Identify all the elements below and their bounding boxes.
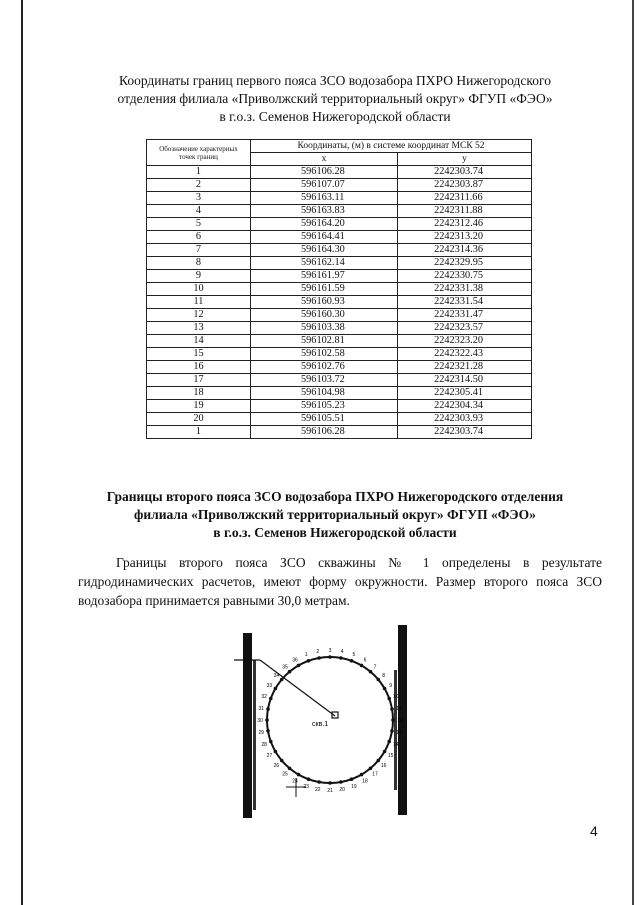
boundary-point-24 [297, 773, 301, 777]
x-coordinate-cell: 596106.28 [251, 426, 398, 439]
table-row [147, 257, 532, 270]
zone-circle [267, 657, 393, 783]
boundary-point-13 [390, 729, 394, 733]
title2-line3: в г.о.з. Семенов Нижегородской области [213, 525, 457, 540]
boundary-point-14 [387, 740, 391, 744]
boundary-point-label: 11 [396, 705, 402, 712]
point-number-cell: 3 [147, 192, 251, 205]
second-zone-title [60, 488, 610, 542]
x-coordinate-cell: 596106.28 [251, 166, 398, 179]
boundary-point-label: 36 [292, 657, 298, 664]
point-number-cell: 14 [147, 335, 251, 348]
x-coordinate-cell: 596102.58 [251, 348, 398, 361]
table-row [147, 348, 532, 361]
boundary-point-35 [288, 670, 292, 674]
page-right-edge [632, 0, 634, 905]
boundary-point-label: 8 [382, 673, 385, 679]
point-number-cell: 19 [147, 400, 251, 413]
x-coordinate-cell: 596164.20 [251, 218, 398, 231]
x-coordinate-cell: 596103.72 [251, 374, 398, 387]
x-coordinate-cell: 596160.30 [251, 309, 398, 322]
table-row [147, 361, 532, 374]
table-row [147, 309, 532, 322]
title2-line2: филиала «Приволжский территориальный округ» ФГУП «ФЭО» [134, 507, 536, 522]
boundary-point-label: 5 [352, 652, 356, 659]
boundary-point-10 [387, 697, 391, 701]
boundary-point-label: 19 [351, 783, 357, 790]
y-coordinate-cell: 2242303.93 [398, 413, 532, 426]
y-coordinate-cell: 2242313.20 [398, 231, 532, 244]
boundary-point-7 [369, 670, 373, 674]
point-number-cell: 2 [147, 179, 251, 192]
boundary-point-label: 14 [393, 741, 399, 748]
x-coordinate-cell: 596160.93 [251, 296, 398, 309]
table-row [147, 231, 532, 244]
point-number-cell: 11 [147, 296, 251, 309]
boundary-point-21 [328, 781, 332, 785]
boundary-point-18 [360, 773, 364, 777]
boundary-point-label: 2 [316, 649, 320, 656]
header-y: y [398, 153, 532, 166]
boundary-point-2 [317, 656, 321, 660]
coordinates-table-body [147, 166, 532, 439]
boundary-point-label: 1 [304, 652, 308, 659]
boundary-point-label: 3 [328, 648, 332, 654]
boundary-point-36 [297, 664, 301, 668]
table-row [147, 335, 532, 348]
boundary-point-5 [350, 659, 354, 663]
point-number-cell: 20 [147, 413, 251, 426]
point-number-cell: 8 [147, 257, 251, 270]
table-row [147, 413, 532, 426]
boundary-point-4 [339, 656, 343, 660]
table-row [147, 270, 532, 283]
table-row [147, 296, 532, 309]
y-coordinate-cell: 2242314.36 [398, 244, 532, 257]
y-coordinate-cell: 2242303.74 [398, 426, 532, 439]
boundary-point-label: 27 [266, 753, 273, 759]
header-coords: Координаты, (м) в системе координат МСК 52 [251, 140, 532, 153]
page-number: 4 [590, 823, 598, 839]
x-coordinate-cell: 596103.38 [251, 322, 398, 335]
x-coordinate-cell: 596107.07 [251, 179, 398, 192]
x-coordinate-cell: 596164.41 [251, 231, 398, 244]
boundary-point-34 [280, 678, 284, 682]
paragraph-text: Границы второго пояса ЗСО скважины № 1 определены в результате гидродинамических расчетов, имеют форму окружности. Размер второго пояса ЗСО водозабора принимается равными 30,0 метрам. [78, 555, 602, 608]
x-coordinate-cell: 596104.98 [251, 387, 398, 400]
y-coordinate-cell: 2242323.20 [398, 335, 532, 348]
y-coordinate-cell: 2242331.38 [398, 283, 532, 296]
boundary-point-label: 30 [257, 718, 263, 724]
boundary-point-label: 32 [261, 694, 267, 701]
x-coordinate-cell: 596164.30 [251, 244, 398, 257]
x-coordinate-cell: 596102.81 [251, 335, 398, 348]
point-number-cell: 17 [147, 374, 251, 387]
boundary-point-26 [280, 759, 284, 763]
boundary-point-30 [265, 718, 269, 722]
x-coordinate-cell: 596105.51 [251, 413, 398, 426]
boundary-point-label: 22 [315, 786, 321, 793]
boundary-point-11 [390, 707, 394, 711]
point-number-cell: 6 [147, 231, 251, 244]
point-number-cell: 18 [147, 387, 251, 400]
title1-line1: Координаты границ первого пояса ЗСО водозабора ПХРО Нижегородского [119, 73, 551, 88]
y-coordinate-cell: 2242311.66 [398, 192, 532, 205]
table-row [147, 426, 532, 439]
boundary-point-32 [269, 697, 273, 701]
y-coordinate-cell: 2242321.28 [398, 361, 532, 374]
point-number-cell: 1 [147, 166, 251, 179]
boundary-point-3 [328, 655, 332, 659]
header-x: x [251, 153, 398, 166]
boundary-point-8 [377, 678, 381, 682]
table-row [147, 192, 532, 205]
boundary-point-label: 35 [282, 664, 288, 671]
boundary-point-label: 10 [393, 694, 399, 701]
x-coordinate-cell: 596105.23 [251, 400, 398, 413]
y-coordinate-cell: 2242314.50 [398, 374, 532, 387]
well-label: скв.1 [312, 721, 329, 728]
boundary-point-28 [269, 740, 273, 744]
boundary-point-label: 34 [273, 673, 280, 679]
boundary-point-label: 16 [380, 763, 387, 769]
title1-line3: в г.о.з. Семенов Нижегородской области [219, 109, 451, 124]
x-coordinate-cell: 596102.76 [251, 361, 398, 374]
boundary-point-9 [383, 687, 387, 691]
boundary-point-label: 23 [303, 783, 309, 790]
boundary-point-label: 31 [258, 705, 264, 712]
boundary-point-label: 28 [261, 741, 267, 748]
x-coordinate-cell: 596161.59 [251, 283, 398, 296]
boundary-point-label: 29 [258, 730, 264, 737]
table-row [147, 283, 532, 296]
boundary-point-15 [383, 750, 387, 754]
title2-line1: Границы второго пояса ЗСО водозабора ПХРО Нижегородского отделения [106, 489, 564, 504]
boundary-point-19 [350, 777, 354, 781]
first-zone-title [60, 72, 610, 126]
boundary-point-22 [317, 780, 321, 784]
boundary-point-label: 33 [266, 683, 273, 689]
table-row [147, 322, 532, 335]
table-row [147, 387, 532, 400]
x-coordinate-cell: 596163.83 [251, 205, 398, 218]
y-coordinate-cell: 2242311.88 [398, 205, 532, 218]
table-row [147, 400, 532, 413]
point-number-cell: 13 [147, 322, 251, 335]
description-paragraph [78, 553, 602, 610]
boundary-point-6 [360, 664, 364, 668]
x-coordinate-cell: 596162.14 [251, 257, 398, 270]
boundary-point-27 [274, 750, 278, 754]
zone-boundary-diagram [220, 620, 430, 830]
y-coordinate-cell: 2242303.74 [398, 166, 532, 179]
table-row [147, 205, 532, 218]
point-number-cell: 5 [147, 218, 251, 231]
boundary-point-23 [307, 777, 311, 781]
left-road-line [253, 660, 256, 810]
x-coordinate-cell: 596163.11 [251, 192, 398, 205]
boundary-point-label: 21 [327, 788, 333, 794]
boundary-point-label: 9 [389, 683, 392, 689]
boundary-point-label: 24 [292, 778, 298, 785]
header-point: Обозначение характерных точек границ [147, 140, 251, 166]
y-coordinate-cell: 2242305.41 [398, 387, 532, 400]
boundary-point-label: 4 [340, 649, 344, 656]
boundary-point-17 [369, 767, 373, 771]
boundary-point-20 [339, 780, 343, 784]
boundary-point-1 [307, 659, 311, 663]
boundary-point-label: 26 [273, 763, 280, 769]
y-coordinate-cell: 2242330.75 [398, 270, 532, 283]
y-coordinate-cell: 2242323.57 [398, 322, 532, 335]
boundary-point-label: 18 [362, 778, 368, 785]
boundary-point-label: 20 [339, 786, 345, 793]
x-coordinate-cell: 596161.97 [251, 270, 398, 283]
y-coordinate-cell: 2242304.34 [398, 400, 532, 413]
table-row [147, 166, 532, 179]
y-coordinate-cell: 2242303.87 [398, 179, 532, 192]
table-row [147, 244, 532, 257]
boundary-point-29 [266, 729, 270, 733]
boundary-point-25 [288, 767, 292, 771]
title1-line2: отделения филиала «Приволжский территориальный округ» ФГУП «ФЭО» [117, 91, 553, 106]
y-coordinate-cell: 2242331.54 [398, 296, 532, 309]
page-left-edge [21, 0, 23, 905]
y-coordinate-cell: 2242312.46 [398, 218, 532, 231]
point-number-cell: 1 [147, 426, 251, 439]
left-road-strip [243, 633, 252, 818]
y-coordinate-cell: 2242331.47 [398, 309, 532, 322]
boundary-point-16 [377, 759, 381, 763]
table-row [147, 374, 532, 387]
point-number-cell: 12 [147, 309, 251, 322]
boundary-points [257, 648, 403, 794]
boundary-point-label: 17 [372, 771, 378, 778]
point-number-cell: 9 [147, 270, 251, 283]
boundary-point-label: 15 [387, 753, 394, 759]
point-number-cell: 7 [147, 244, 251, 257]
point-number-cell: 16 [147, 361, 251, 374]
y-coordinate-cell: 2242322.43 [398, 348, 532, 361]
boundary-point-label: 7 [373, 664, 377, 671]
boundary-point-label: 12 [397, 718, 403, 724]
boundary-point-31 [266, 707, 270, 711]
boundary-point-label: 25 [282, 771, 288, 778]
table-row [147, 179, 532, 192]
boundary-point-33 [274, 687, 278, 691]
point-number-cell: 4 [147, 205, 251, 218]
y-coordinate-cell: 2242329.95 [398, 257, 532, 270]
table-row [147, 218, 532, 231]
point-number-cell: 15 [147, 348, 251, 361]
boundary-point-label: 6 [363, 657, 367, 664]
point-number-cell: 10 [147, 283, 251, 296]
boundary-point-label: 13 [396, 730, 402, 737]
coordinates-table [146, 139, 532, 439]
boundary-point-12 [391, 718, 395, 722]
